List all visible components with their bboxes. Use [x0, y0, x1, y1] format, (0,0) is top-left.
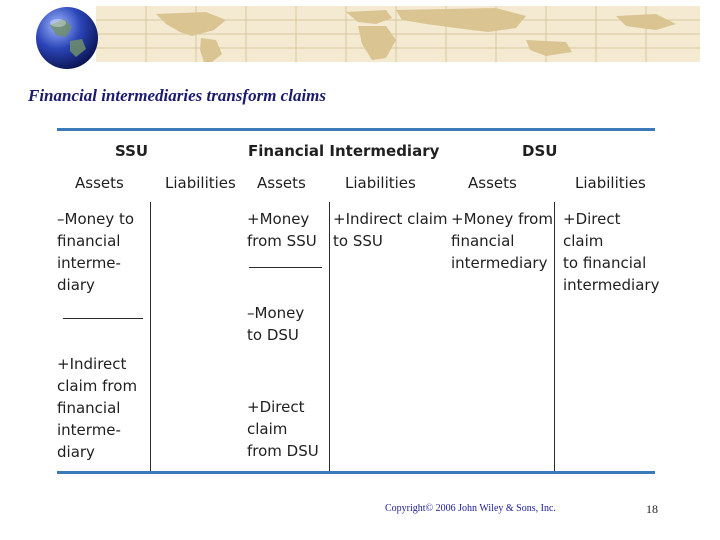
ssu-asset-indirect-claim: +Indirect claim from financial interme- diary: [57, 355, 138, 461]
dsu-column-divider: [554, 202, 555, 471]
col-header-dsu-assets: Assets: [468, 174, 517, 192]
col-header-fi-assets: Assets: [257, 174, 306, 192]
ssu-asset-money-out: –Money to financial interme- diary: [57, 210, 135, 294]
group-header-financial-intermediary: Financial Intermediary: [248, 142, 440, 160]
col-header-fi-liabilities: Liabilities: [345, 174, 416, 192]
col-header-ssu-liabilities: Liabilities: [165, 174, 236, 192]
fi-liability-indirect-claim: +Indirect claim to SSU: [333, 210, 448, 250]
fi-asset-direct-claim: +Direct claim from DSU: [247, 398, 319, 460]
col-header-ssu-assets: Assets: [75, 174, 124, 192]
ssu-column-divider: [150, 202, 151, 471]
slide-title: Financial intermediaries transform claims: [28, 86, 327, 105]
fi-asset-money-to-dsu: –Money to DSU: [247, 304, 305, 344]
globe-logo: [34, 5, 100, 71]
fi-column-divider: [329, 202, 330, 471]
page-number: 18: [646, 502, 658, 516]
group-header-ssu: SSU: [115, 142, 149, 160]
dsu-asset-money-from-fi: +Money from financial intermediary: [451, 210, 553, 272]
ssu-asset-separator: [63, 318, 143, 319]
fi-asset-money-from-ssu: +Money from SSU: [247, 210, 317, 250]
world-map-banner: [96, 6, 700, 62]
dsu-liability-direct-claim: +Direct claim to financial intermediary: [563, 210, 660, 294]
copyright-footer: Copyright© 2006 John Wiley & Sons, Inc.: [385, 503, 556, 514]
table-top-rule: [57, 128, 655, 131]
table-bottom-rule: [57, 471, 655, 474]
group-header-dsu: DSU: [522, 142, 558, 160]
fi-asset-separator: [249, 267, 322, 268]
claims-table: [57, 128, 660, 474]
col-header-dsu-liabilities: Liabilities: [575, 174, 646, 192]
